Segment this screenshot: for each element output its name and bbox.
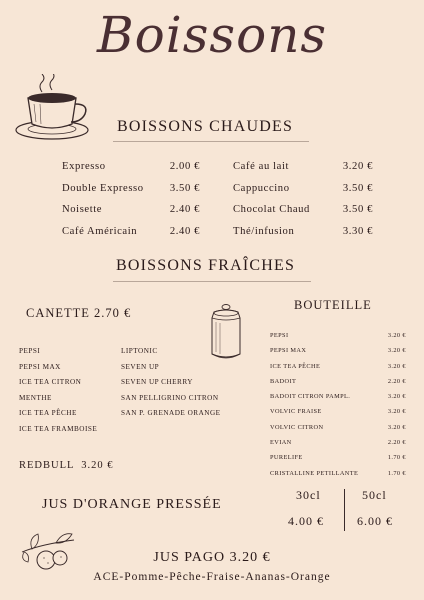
list-item: EVIAN 2.20 €: [270, 439, 406, 447]
list-item: ICE TEA PÊCHE 3.20 €: [270, 362, 406, 370]
divider: [113, 141, 309, 142]
list-item: LIPTONIC: [121, 347, 158, 355]
canette-list-2: [121, 344, 221, 422]
list-item: SEVEN UP: [121, 362, 160, 371]
list-item: BADOIT 2.20 €: [270, 377, 406, 385]
list-item: PEPSI MAX 3.20 €: [270, 347, 406, 355]
list-item: PEPSI: [19, 347, 41, 355]
list-item: BADOIT CITRON PAMPL. 3.20 €: [270, 393, 406, 401]
list-item: ICE TEA FRAMBOISE: [19, 424, 98, 433]
size-50cl: 50cl: [362, 488, 387, 502]
menu-item: Chocolat Chaud 3.50 €: [233, 204, 373, 215]
list-item: SEVEN UP CHERRY: [121, 378, 193, 386]
list-item: PEPSI MAX: [19, 362, 61, 371]
price-50cl: 6.00 €: [357, 514, 393, 528]
bouteille-heading: BOUTEILLE: [294, 298, 372, 312]
list-item: ICE TEA CITRON: [19, 378, 82, 386]
menu-item: Cappuccino 3.50 €: [233, 182, 373, 194]
pago-heading: JUS PAGO 3.20 €: [153, 550, 271, 565]
divider: [113, 281, 311, 282]
list-item: VOLVIC FRAISE 3.20 €: [270, 408, 406, 416]
list-item: VOLVIC CITRON 3.20 €: [270, 423, 406, 431]
price-30cl: 4.00 €: [288, 514, 324, 528]
list-item: ICE TEA PÊCHE: [19, 409, 77, 417]
redbull-price: REDBULL 3.20 €: [19, 460, 114, 471]
list-item: PEPSI 3.20 €: [270, 332, 406, 339]
list-item: PURELIFE 1.70 €: [270, 454, 406, 462]
hot-drinks-heading: BOISSONS CHAUDES: [117, 118, 294, 135]
menu-item: Noisette 2.40 €: [62, 204, 200, 215]
divider: [344, 489, 345, 531]
pago-flavors: ACE-Pomme-Pêche-Fraise-Ananas-Orange: [93, 571, 331, 583]
menu-item: Expresso 2.00 €: [62, 161, 200, 172]
page-title: Boissons: [96, 6, 328, 64]
list-item: MENTHE: [19, 393, 52, 402]
list-item: SAN PELLIGRINO CITRON: [121, 393, 219, 402]
hot-drinks-left-column: [62, 161, 200, 247]
canette-list-1: [19, 344, 97, 437]
list-item: CRISTALLINE PETILLANTE 1.70 €: [270, 469, 406, 477]
size-30cl: 30cl: [296, 488, 321, 502]
menu-item: Thé/infusion 3.30 €: [233, 225, 373, 237]
menu-item: Double Expresso 3.50 €: [62, 182, 200, 194]
orange-juice-heading: JUS D'ORANGE PRESSÉE: [42, 497, 222, 512]
coffee-cup-icon: [12, 74, 92, 144]
menu-item: Café Américain 2.40 €: [62, 225, 200, 237]
canette-heading: CANETTE 2.70 €: [26, 306, 132, 320]
bouteille-list: [270, 328, 406, 481]
cold-drinks-heading: BOISSONS FRAÎCHES: [116, 257, 296, 274]
list-item: SAN P. GRENADE ORANGE: [121, 409, 221, 417]
menu-item: Café au lait 3.20 €: [233, 161, 373, 172]
hot-drinks-right-column: [233, 161, 373, 247]
